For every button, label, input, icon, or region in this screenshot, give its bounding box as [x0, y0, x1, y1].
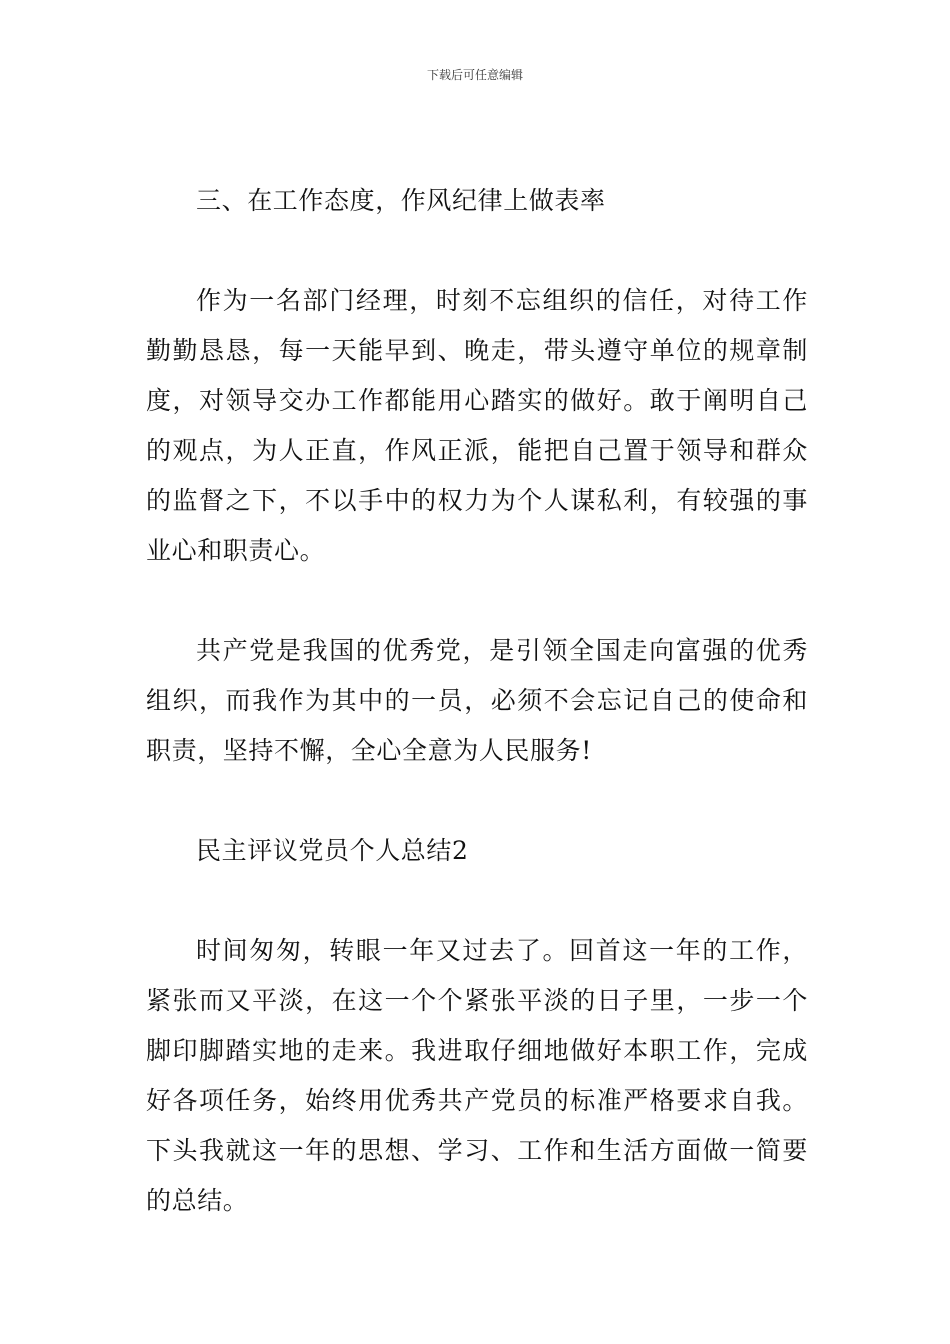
paragraph-1: 作为一名部门经理，时刻不忘组织的信任，对待工作勤勤恳恳，每一天能早到、晚走，带头遵守单位的规章制度，对领导交办工作都能用心踏实的做好。敢于阐明自己的观点，为人正直，作风正派，能把自己置于领导和群众的监督之下，不以手中的权力为个人谋私利，有较强的事业心和职责心。: [146, 286, 808, 565]
paragraph-gap: [146, 226, 808, 276]
paragraph-gap: [146, 576, 808, 626]
paragraph-2: 共产党是我国的优秀党，是引领全国走向富强的优秀组织，而我作为其中的一员，必须不会忘记自己的使命和职责，坚持不懈，全心全意为人民服务!: [146, 636, 808, 765]
paragraph-3: 时间匆匆，转眼一年又过去了。回首这一年的工作，紧张而又平淡，在这一个个紧张平淡的日子里，一步一个脚印脚踏实地的走来。我进取仔细地做好本职工作，完成好各项任务，始终用优秀共产党员的标准严格要求自我。下头我就这一年的思想、学习、工作和生活方面做一简要的总结。: [146, 936, 808, 1215]
summary-title: 民主评议党员个人总结2: [196, 836, 469, 865]
header-note: 下载后可任意编辑: [426, 68, 523, 82]
paragraph-gap: [146, 876, 808, 926]
paragraph-gap: [146, 776, 808, 826]
document-body: [146, 176, 808, 1226]
section-heading: 三、在工作态度，作风纪律上做表率: [196, 186, 606, 215]
